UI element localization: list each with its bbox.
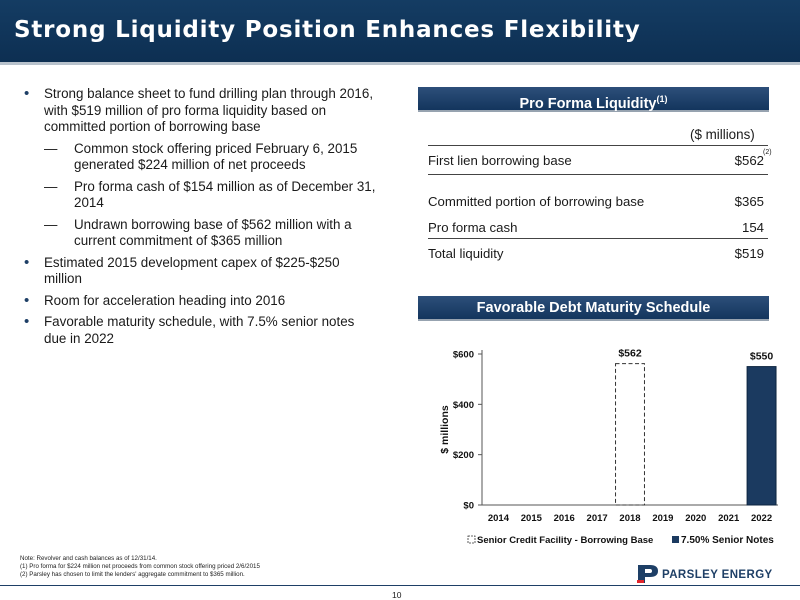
y-tick-label: $600 — [452, 349, 474, 361]
row-value: 154 — [741, 220, 764, 235]
y-tick-label: $0 — [463, 500, 474, 512]
sub-bullet-text: 2014 — [74, 195, 104, 210]
bullet-text: Strong balance sheet to fund drilling plan through 2016, — [44, 86, 374, 101]
bullet-item — [24, 255, 396, 288]
x-tick-label: 2020 — [685, 513, 707, 524]
bar-data-label: $562 — [618, 347, 642, 360]
bullet-icon: • — [24, 313, 30, 330]
legend-swatch-senior-notes — [672, 536, 679, 543]
x-tick-label: 2022 — [750, 513, 773, 524]
table-top-rule — [428, 145, 768, 146]
footer-divider — [0, 585, 800, 586]
footnote-2: (2) Parsley has chosen to limit the lenders' aggregate commitment to $365 million. — [20, 571, 245, 578]
row-footnote: (2) — [763, 149, 772, 156]
bullet-icon: • — [24, 253, 30, 271]
sub-bullet-text: Common stock offering priced February 6, 2015 — [74, 140, 358, 156]
row-label: Committed portion of borrowing base — [428, 194, 645, 209]
maturity-header — [418, 296, 769, 321]
liquidity-header — [418, 87, 769, 112]
legend-swatch-borrowing-base — [468, 536, 475, 543]
bullet-text: committed portion of borrowing base — [44, 119, 261, 134]
x-tick-label: 2021 — [718, 513, 740, 524]
row-label: First lien borrowing base — [428, 153, 572, 168]
x-tick-label: 2017 — [586, 513, 608, 524]
bullet-list — [24, 86, 396, 352]
page-title: Strong Liquidity Position Enhances Flexibility — [14, 17, 641, 43]
total-rule — [428, 238, 768, 239]
bar-senior-notes — [747, 367, 776, 505]
bullet-icon: • — [24, 291, 30, 309]
row-label: Pro forma cash — [428, 220, 518, 235]
table-divider — [428, 174, 768, 175]
dash-icon: — — [44, 140, 58, 156]
y-axis-label: $ millions — [439, 405, 451, 454]
liquidity-header-text: Pro Forma Liquidity — [519, 95, 657, 112]
row-value: $365 — [734, 194, 764, 209]
dash-icon: — — [44, 178, 58, 194]
title-bar — [0, 0, 800, 62]
bullet-text: Room for acceleration heading into 2016 — [44, 292, 286, 308]
bullet-icon: • — [24, 85, 30, 102]
legend-label-borrowing-base: Senior Credit Facility - Borrowing Base — [477, 535, 654, 546]
bullet-text: with $519 million of pro forma liquidity based on — [44, 102, 327, 118]
row-label: Total liquidity — [428, 246, 504, 261]
bullet-item — [24, 314, 396, 347]
sub-bullet-text: Pro forma cash of $154 million as of December 31, — [74, 178, 376, 194]
bullet-text: due in 2022 — [44, 330, 114, 346]
row-value: $519 — [734, 246, 764, 261]
sub-bullet-item — [24, 179, 396, 212]
x-tick-label: 2015 — [520, 513, 542, 524]
bullet-text: Estimated 2015 development capex of $225-$250 — [44, 254, 340, 270]
bar-data-label: $550 — [749, 350, 774, 363]
legend-label-senior-notes: 7.50% Senior Notes — [681, 535, 774, 546]
title-divider — [0, 62, 800, 65]
x-tick-label: 2018 — [619, 513, 641, 524]
sub-bullet-item — [24, 141, 396, 174]
x-tick-label: 2014 — [487, 513, 510, 524]
sub-bullet-text: generated $224 million of net proceeds — [74, 157, 306, 172]
header-footnote: (1) — [656, 94, 668, 104]
x-tick-label: 2016 — [553, 513, 575, 524]
footnote-note: Note: Revolver and cash balances as of 12/31/14. — [20, 555, 157, 562]
sub-bullet-text: Undrawn borrowing base of $562 million with a — [74, 216, 352, 232]
sub-bullet-text: current commitment of $365 million — [74, 233, 283, 248]
footnote-1: (1) Pro forma for $224 million net proceeds from common stock offering priced 2/6/2015 — [20, 563, 260, 570]
sub-bullet-item — [24, 217, 396, 250]
logo-text: PARSLEY ENERGY — [662, 569, 773, 581]
bullet-item — [24, 86, 396, 136]
logo-mark-icon — [636, 563, 662, 585]
bar-borrowing-base — [616, 364, 645, 505]
y-tick-label: $200 — [452, 450, 474, 462]
x-tick-label: 2019 — [652, 513, 674, 524]
units-label: ($ millions) — [690, 127, 755, 142]
bullet-text: Favorable maturity schedule, with 7.5% senior notes — [44, 314, 355, 329]
row-value: $562 — [734, 153, 764, 168]
footnotes — [20, 555, 260, 579]
y-tick-label: $400 — [452, 399, 474, 411]
dash-icon: — — [44, 216, 58, 232]
bullet-text: million — [44, 271, 82, 286]
page-number: 10 — [392, 590, 402, 600]
maturity-header-text: Favorable Debt Maturity Schedule — [476, 300, 711, 316]
bullet-item — [24, 293, 396, 310]
company-logo — [636, 563, 796, 585]
